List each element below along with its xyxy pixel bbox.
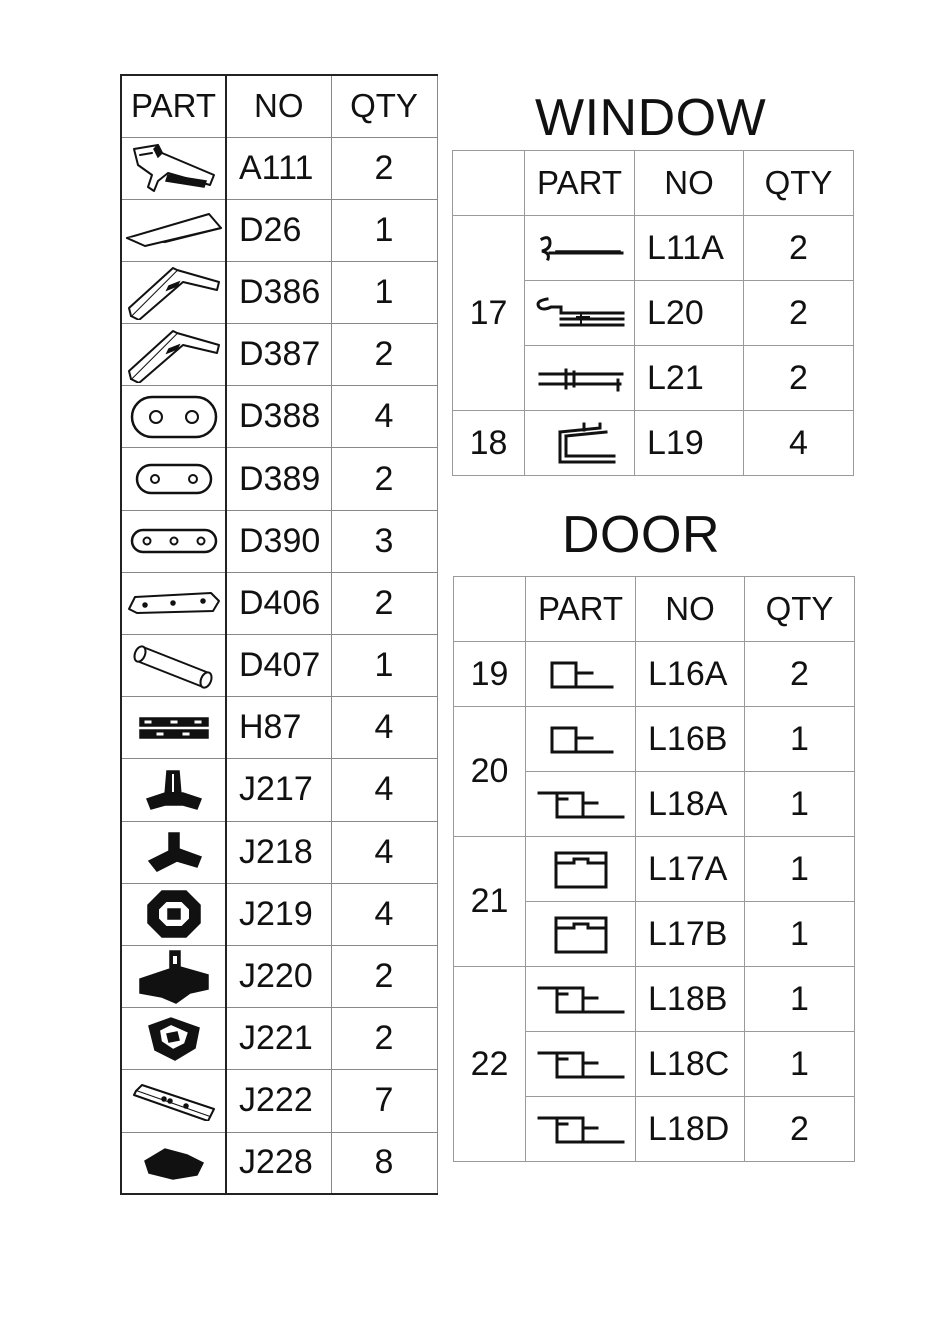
- part-cell: [121, 945, 226, 1007]
- part-number: J217: [226, 759, 331, 821]
- table-row: [454, 642, 855, 707]
- door-parts-table: [453, 576, 855, 1162]
- table-row: [121, 1132, 437, 1194]
- part-qty: 1: [745, 1032, 855, 1097]
- part-qty: 2: [331, 1008, 437, 1070]
- part-qty: 8: [331, 1132, 437, 1194]
- part-qty: 4: [331, 386, 437, 448]
- part-number: L20: [635, 281, 744, 346]
- part-number: H87: [226, 697, 331, 759]
- part-number: L21: [635, 346, 744, 411]
- part-number: D406: [226, 572, 331, 634]
- part-cell: [121, 1132, 226, 1194]
- two-hole-plate-part-icon: [128, 393, 220, 441]
- part-qty: 4: [331, 759, 437, 821]
- part-qty: 4: [331, 697, 437, 759]
- parts-table: [120, 74, 438, 1195]
- strap-part-icon: [130, 1081, 218, 1121]
- group-label: 18: [453, 411, 525, 476]
- part-cell: [526, 1097, 636, 1162]
- door-section-title: DOOR: [562, 506, 720, 564]
- table-row: [121, 510, 437, 572]
- part-number: A111: [226, 137, 331, 199]
- two-hole-plate-small-part-icon: [133, 461, 215, 497]
- column-header-qty: QTY: [744, 151, 854, 216]
- profile-door-b-icon: [535, 1112, 627, 1146]
- angled-brace-part-icon: [125, 264, 223, 320]
- part-qty: 1: [745, 967, 855, 1032]
- part-cell: [121, 199, 226, 261]
- part-qty: 2: [744, 281, 854, 346]
- profile-track-icon: [531, 293, 629, 333]
- profile-rail-icon: [532, 360, 628, 396]
- part-cell: [526, 642, 636, 707]
- part-number: L16A: [636, 642, 745, 707]
- table-row: [121, 635, 437, 697]
- table-row: [453, 411, 854, 476]
- part-cell: [525, 411, 635, 476]
- part-qty: 1: [331, 199, 437, 261]
- table-row: [121, 199, 437, 261]
- part-qty: 1: [331, 635, 437, 697]
- table-row: [121, 759, 437, 821]
- part-qty: 2: [745, 1097, 855, 1162]
- group-label: 19: [454, 642, 526, 707]
- part-number: D389: [226, 448, 331, 510]
- part-number: L18D: [636, 1097, 745, 1162]
- profile-door-a-icon: [546, 657, 616, 691]
- part-number: J222: [226, 1070, 331, 1132]
- part-cell: [526, 1032, 636, 1097]
- part-cell: [121, 697, 226, 759]
- profile-door-a-icon: [546, 722, 616, 756]
- part-cell: [121, 759, 226, 821]
- part-qty: 1: [745, 837, 855, 902]
- table-row: [454, 837, 855, 902]
- part-number: J228: [226, 1132, 331, 1194]
- part-number: D390: [226, 510, 331, 572]
- table-row: [121, 1070, 437, 1132]
- multi-way-connector-part-icon: [134, 949, 214, 1005]
- hinge-part-icon: [134, 710, 214, 746]
- part-number: L19: [635, 411, 744, 476]
- column-header-no: NO: [226, 75, 331, 137]
- part-qty: 7: [331, 1070, 437, 1132]
- part-cell: [121, 448, 226, 510]
- part-cell: [121, 261, 226, 323]
- column-header-group: [453, 151, 525, 216]
- part-number: L18C: [636, 1032, 745, 1097]
- part-cell: [121, 386, 226, 448]
- part-cell: [121, 821, 226, 883]
- column-header-part: PART: [525, 151, 635, 216]
- part-cell: [525, 346, 635, 411]
- part-number: L16B: [636, 707, 745, 772]
- column-header-no: NO: [636, 577, 745, 642]
- part-cell: [525, 281, 635, 346]
- part-cell: [526, 707, 636, 772]
- table-row: [454, 707, 855, 772]
- three-hole-plate-part-icon: [129, 526, 219, 556]
- part-cell: [526, 772, 636, 837]
- part-cell: [525, 216, 635, 281]
- part-qty: 2: [331, 572, 437, 634]
- part-cell: [121, 1008, 226, 1070]
- group-label: 20: [454, 707, 526, 837]
- part-qty: 2: [331, 945, 437, 1007]
- profile-door-b-icon: [535, 982, 627, 1016]
- clip-connector-part-icon: [141, 1014, 207, 1064]
- part-number: D26: [226, 199, 331, 261]
- long-plate-part-icon: [125, 589, 223, 617]
- column-header-qty: QTY: [331, 75, 437, 137]
- part-cell: [121, 572, 226, 634]
- part-number: J221: [226, 1008, 331, 1070]
- bracket-part-icon: [128, 141, 220, 195]
- table-row: [121, 386, 437, 448]
- tube-part-icon: [129, 641, 219, 691]
- table-row: [121, 821, 437, 883]
- window-parts-table: [452, 150, 854, 476]
- part-cell: [121, 324, 226, 386]
- part-qty: 2: [331, 324, 437, 386]
- part-qty: 2: [744, 216, 854, 281]
- part-number: D407: [226, 635, 331, 697]
- octagonal-connector-part-icon: [144, 887, 204, 941]
- part-qty: 2: [744, 346, 854, 411]
- table-row: [121, 945, 437, 1007]
- part-qty: 1: [745, 707, 855, 772]
- column-header-no: NO: [635, 151, 744, 216]
- table-row: [453, 216, 854, 281]
- ridge-cap-part-icon: [125, 208, 223, 252]
- profile-door-b-icon: [535, 1047, 627, 1081]
- window-table-header-row: [453, 151, 854, 216]
- part-cell: [121, 1070, 226, 1132]
- part-qty: 2: [331, 137, 437, 199]
- part-cell: [121, 883, 226, 945]
- part-qty: 4: [744, 411, 854, 476]
- profile-door-b-icon: [535, 787, 627, 821]
- parts-table-header-row: [121, 75, 437, 137]
- part-number: L17A: [636, 837, 745, 902]
- profile-channel-icon: [540, 418, 620, 468]
- part-qty: 4: [331, 883, 437, 945]
- three-way-connector-part-icon: [143, 829, 205, 875]
- column-header-qty: QTY: [745, 577, 855, 642]
- door-table-header-row: [454, 577, 855, 642]
- table-row: [121, 324, 437, 386]
- part-cell: [526, 967, 636, 1032]
- part-number: J218: [226, 821, 331, 883]
- table-row: [121, 883, 437, 945]
- part-number: L17B: [636, 902, 745, 967]
- table-row: [121, 697, 437, 759]
- group-label: 21: [454, 837, 526, 967]
- part-number: L11A: [635, 216, 744, 281]
- group-label: 22: [454, 967, 526, 1162]
- part-qty: 1: [745, 772, 855, 837]
- angled-brace-part-icon: [125, 327, 223, 383]
- profile-door-c-icon: [548, 847, 614, 891]
- part-number: J220: [226, 945, 331, 1007]
- part-cell: [121, 510, 226, 572]
- part-qty: 2: [745, 642, 855, 707]
- part-cell: [526, 902, 636, 967]
- table-row: [121, 572, 437, 634]
- part-number: L18B: [636, 967, 745, 1032]
- corner-clip-part-icon: [139, 1143, 209, 1183]
- table-row: [121, 1008, 437, 1070]
- column-header-group: [454, 577, 526, 642]
- table-row: [121, 137, 437, 199]
- part-number: D387: [226, 324, 331, 386]
- profile-door-c-icon: [548, 912, 614, 956]
- group-label: 17: [453, 216, 525, 411]
- part-qty: 1: [331, 261, 437, 323]
- part-qty: 4: [331, 821, 437, 883]
- part-number: J219: [226, 883, 331, 945]
- profile-hook-icon: [532, 231, 628, 265]
- window-section-title: WINDOW: [535, 89, 767, 147]
- part-qty: 2: [331, 448, 437, 510]
- part-cell: [121, 635, 226, 697]
- part-number: D386: [226, 261, 331, 323]
- column-header-part: PART: [121, 75, 226, 137]
- part-qty: 1: [745, 902, 855, 967]
- table-row: [121, 261, 437, 323]
- connector-part-icon: [139, 765, 209, 815]
- part-cell: [121, 137, 226, 199]
- table-row: [454, 967, 855, 1032]
- part-number: D388: [226, 386, 331, 448]
- part-number: L18A: [636, 772, 745, 837]
- part-cell: [526, 837, 636, 902]
- table-row: [121, 448, 437, 510]
- part-qty: 3: [331, 510, 437, 572]
- column-header-part: PART: [526, 577, 636, 642]
